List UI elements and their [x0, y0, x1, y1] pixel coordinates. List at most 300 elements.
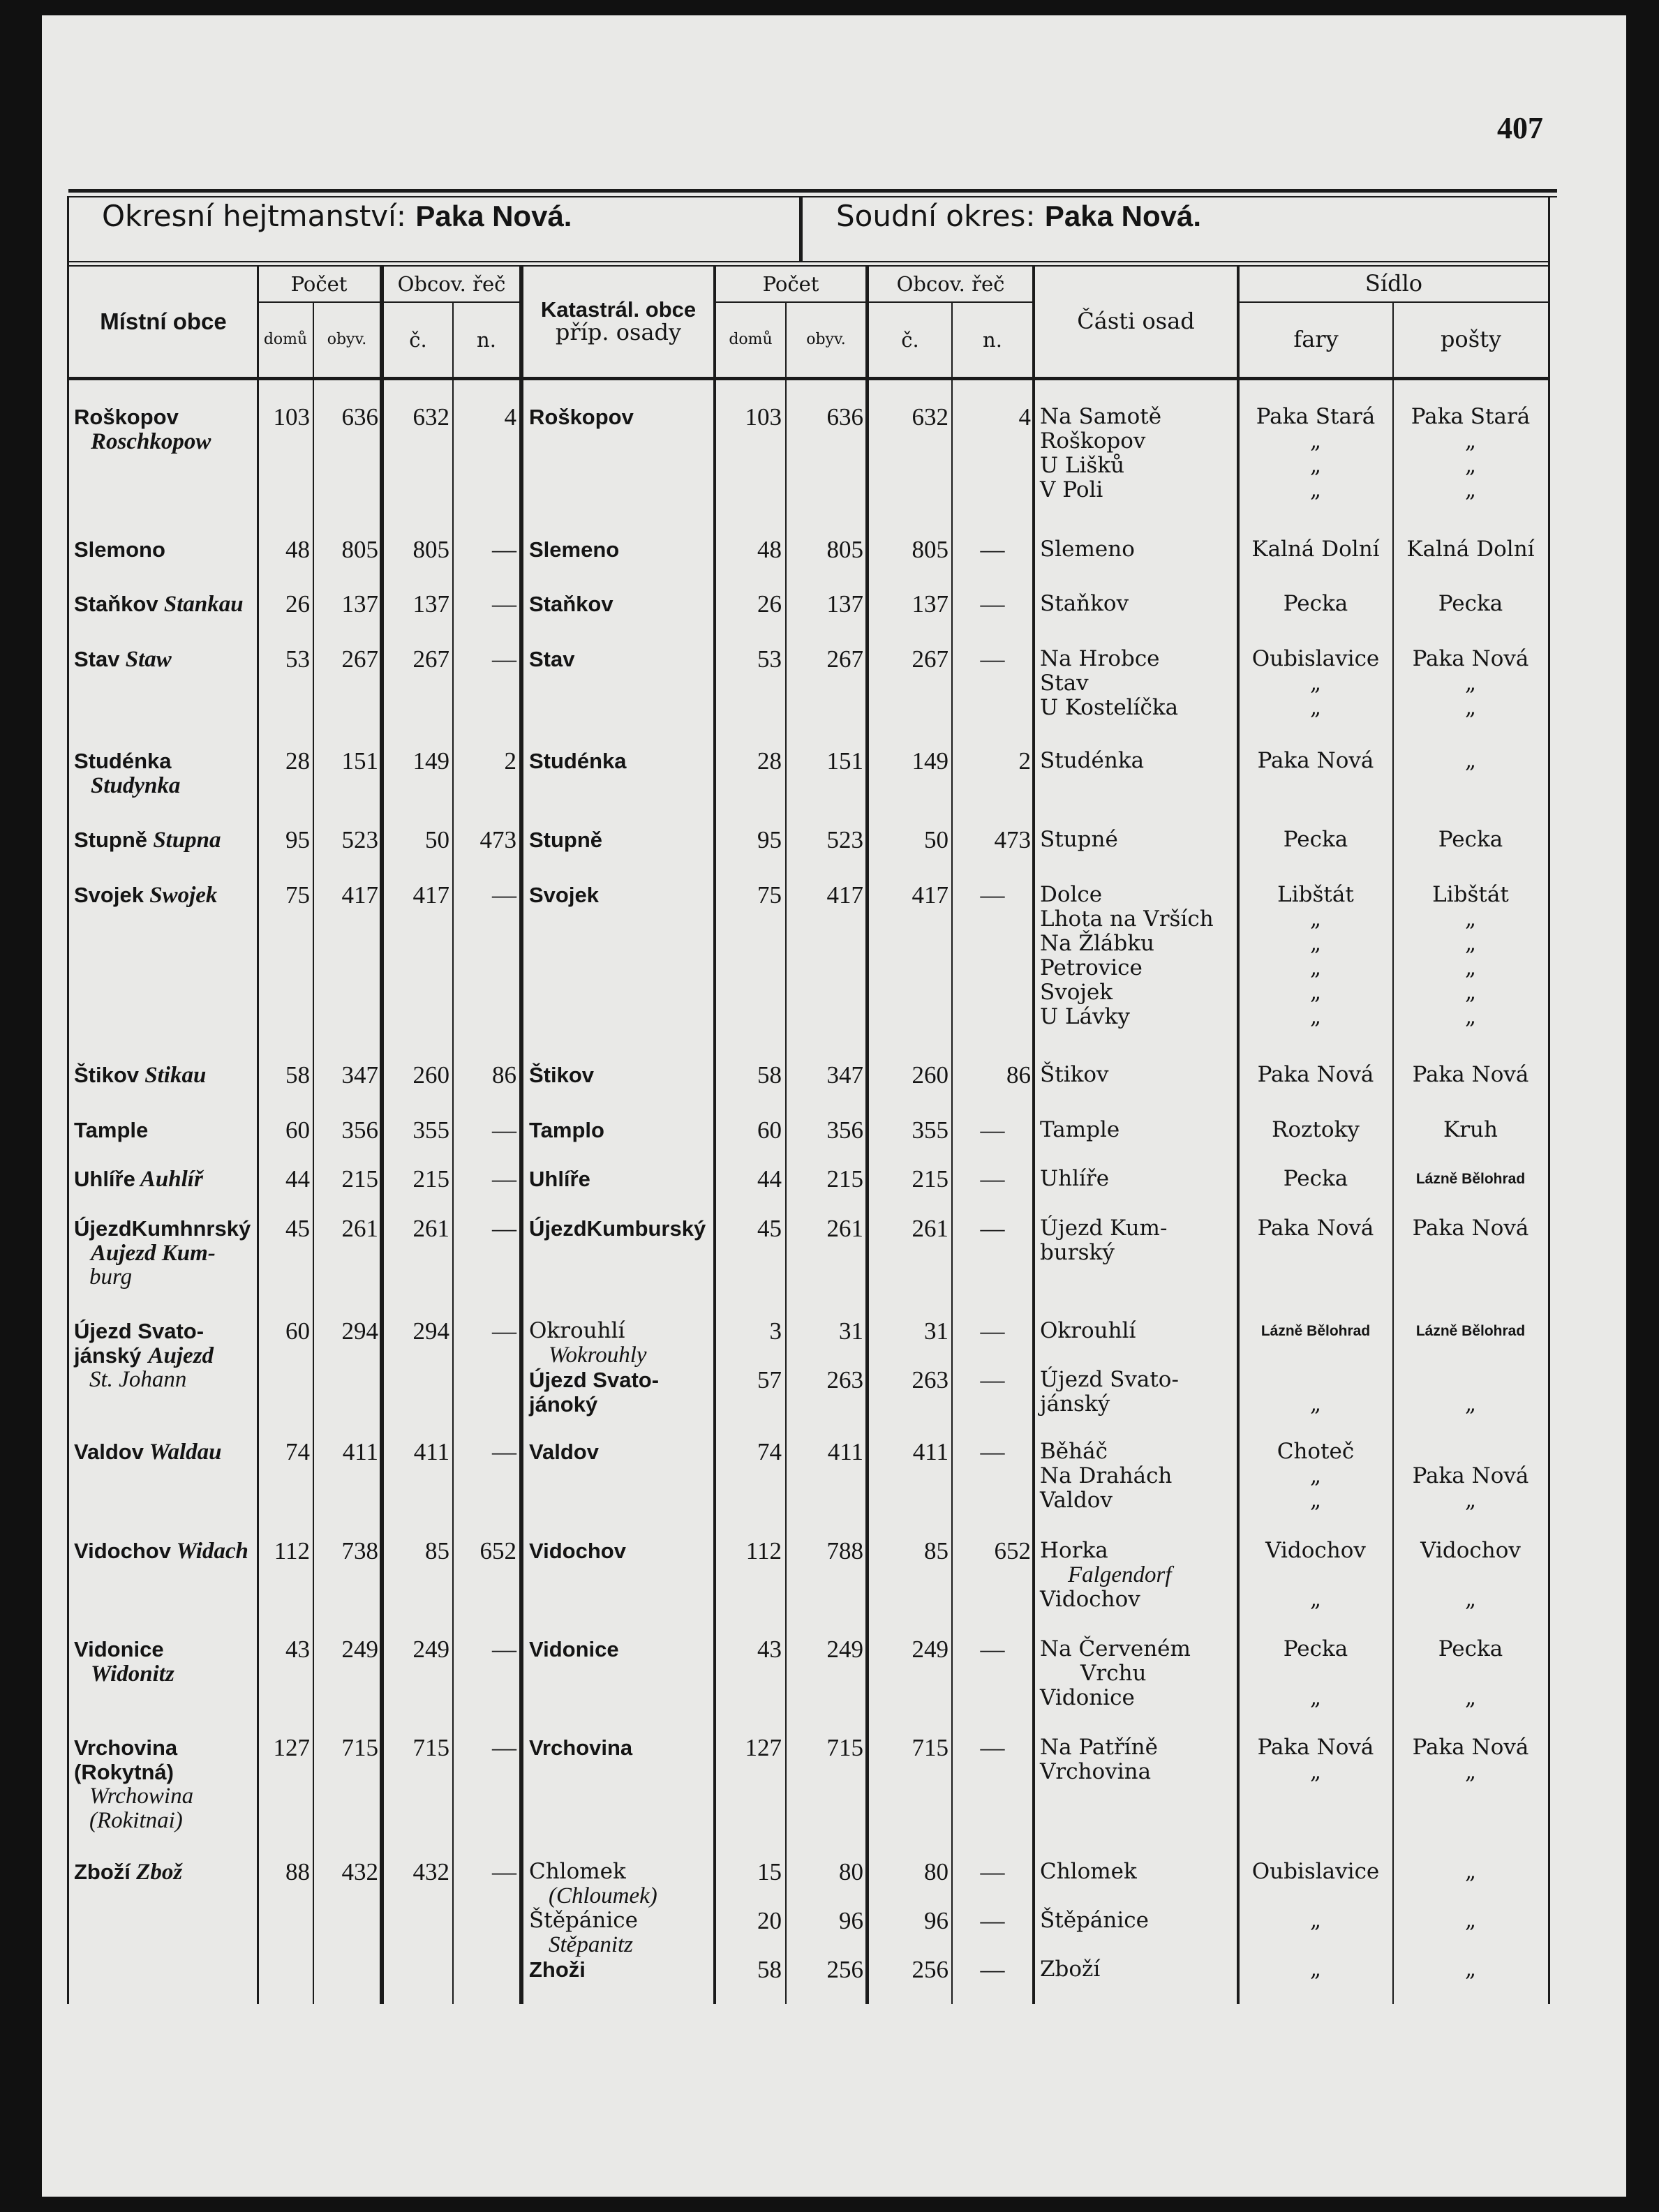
- parish-seat: Paka Nová: [1257, 748, 1374, 773]
- houses-count: 75: [285, 881, 310, 909]
- czech-count: 85: [425, 1537, 449, 1564]
- cadastral-residents: 715: [826, 1734, 863, 1761]
- czech-count: 261: [412, 1215, 449, 1242]
- cadastral-name-line2: Wokrouhly: [549, 1343, 647, 1368]
- settlement-part: Tample: [1040, 1117, 1120, 1142]
- residents-count: 215: [341, 1165, 378, 1193]
- cadastral-name: Zhoži: [529, 1957, 586, 1982]
- cadastral-name: Tamplo: [529, 1118, 604, 1142]
- municipality-german-name: Staw: [119, 647, 172, 672]
- czech-count: 432: [412, 1858, 449, 1885]
- settlement-part: Na Hrobce: [1040, 646, 1160, 671]
- settlement-part: Na Žlábku: [1040, 931, 1154, 956]
- czech-count: 805: [412, 536, 449, 563]
- cadastral-name: Vidonice: [529, 1637, 619, 1661]
- post-seat: Lázně Bělohrad: [1415, 1171, 1526, 1187]
- cadastral-residents: 636: [826, 403, 863, 431]
- post-seat: Paka Stará: [1411, 404, 1531, 429]
- cadastral-residents: 31: [839, 1317, 863, 1345]
- settlement-part: Štikov: [1040, 1062, 1109, 1087]
- post-seat: Lázně Bělohrad: [1415, 1323, 1526, 1339]
- col-header-language: Obcov. řeč: [397, 271, 506, 296]
- parish-seat: „: [1309, 695, 1322, 720]
- col-header-parish: fary: [1293, 326, 1339, 353]
- cadastral-houses: 28: [757, 747, 782, 775]
- settlement-part: Chlomek: [1040, 1859, 1137, 1884]
- cadastral-name-line2: Stěpanitz: [549, 1932, 633, 1957]
- cadastral-german: —: [980, 1734, 1005, 1761]
- parish-seat: Oubislavice: [1251, 646, 1380, 671]
- municipality-name: Tample: [74, 1118, 149, 1142]
- parish-seat: Paka Stará: [1256, 404, 1376, 429]
- col-line: [713, 265, 716, 2004]
- residents-count: 356: [341, 1116, 378, 1144]
- german-count: —: [492, 1116, 516, 1144]
- settlement-part: Petrovice: [1040, 955, 1143, 980]
- scan-border-left: [0, 0, 42, 2212]
- col-header-language-2: Obcov. řeč: [896, 271, 1005, 296]
- cadastral-houses: 57: [757, 1366, 782, 1393]
- cadastral-houses: 44: [757, 1165, 782, 1193]
- cadastral-houses: 20: [757, 1907, 782, 1934]
- municipality-name: Vrchovina: [74, 1735, 178, 1760]
- houses-count: 45: [285, 1215, 310, 1242]
- houses-count: 43: [285, 1636, 310, 1663]
- parish-seat: „: [1309, 1957, 1322, 1982]
- cadastral-name: Uhlíře: [529, 1167, 590, 1191]
- cadastral-houses: 75: [757, 881, 782, 909]
- cadastral-czech: 80: [924, 1858, 948, 1885]
- cadastral-name: Štěpánice: [529, 1908, 638, 1933]
- settlement-part: Na Samotě: [1040, 404, 1162, 429]
- cadastral-name: Svojek: [529, 883, 599, 907]
- settlement-part: Staňkov: [1040, 591, 1129, 616]
- cadastral-german: 86: [1006, 1061, 1031, 1089]
- post-seat: „: [1464, 477, 1477, 502]
- cadastral-czech: 215: [912, 1165, 948, 1193]
- col-header-german-2: n.: [983, 327, 1002, 352]
- parish-seat: „: [1309, 931, 1322, 956]
- cadastral-name: Studénka: [529, 749, 627, 773]
- post-seat: Paka Nová: [1412, 1062, 1529, 1087]
- cadastral-czech: 715: [912, 1734, 948, 1761]
- cadastral-name: Slemeno: [529, 537, 620, 562]
- municipality-name: Uhlíře Auhlíř: [74, 1167, 203, 1192]
- municipality-name: Vidochov Widach: [74, 1539, 248, 1564]
- parish-seat: Oubislavice: [1251, 1859, 1380, 1884]
- district-title: [102, 199, 572, 233]
- cadastral-residents: 347: [826, 1061, 863, 1089]
- settlement-part: Stav: [1040, 671, 1089, 696]
- cadastral-name-line2: (Chloumek): [549, 1883, 657, 1908]
- german-count: 86: [492, 1061, 516, 1089]
- cadastral-german: —: [980, 1438, 1005, 1465]
- cadastral-german: —: [980, 1907, 1005, 1934]
- german-count: 652: [479, 1537, 516, 1564]
- cadastral-houses: 103: [745, 403, 782, 431]
- czech-count: 260: [412, 1061, 449, 1089]
- parish-seat: Pecka: [1283, 591, 1348, 616]
- parish-seat: „: [1309, 453, 1322, 478]
- cadastral-czech: 149: [912, 747, 948, 775]
- cadastral-german: 2: [1018, 747, 1031, 775]
- houses-count: 58: [285, 1061, 310, 1089]
- post-seat: Paka Nová: [1412, 1463, 1529, 1488]
- houses-count: 26: [285, 590, 310, 618]
- post-seat: Paka Nová: [1412, 646, 1529, 671]
- table-right-border: [1548, 196, 1550, 2004]
- settlement-part: Újezd Svato-: [1040, 1367, 1179, 1392]
- parish-seat: „: [1309, 980, 1322, 1005]
- german-count: —: [492, 881, 516, 909]
- settlement-part: Valdov: [1040, 1488, 1113, 1513]
- col-line: [313, 303, 314, 2004]
- municipality-name: Staňkov Stankau: [74, 592, 244, 617]
- settlement-part: Běháč: [1040, 1439, 1108, 1464]
- cadastral-german: 473: [994, 826, 1031, 853]
- cadastral-residents: 249: [826, 1636, 863, 1663]
- municipality-german-name: Widonitz: [91, 1661, 174, 1687]
- municipality-name: Stav Staw: [74, 647, 172, 672]
- col-header-houses-2: domů: [729, 331, 773, 349]
- post-seat: Pecka: [1438, 827, 1503, 852]
- cadastral-german: —: [980, 1636, 1005, 1663]
- settlement-part: U Lišků: [1040, 453, 1125, 478]
- czech-count: 411: [413, 1438, 449, 1465]
- houses-count: 60: [285, 1317, 310, 1345]
- cadastral-houses: 127: [745, 1734, 782, 1761]
- post-seat: „: [1464, 1587, 1477, 1612]
- post-seat: „: [1464, 980, 1477, 1005]
- post-seat: „: [1464, 428, 1477, 454]
- cadastral-houses: 26: [757, 590, 782, 618]
- parish-seat: „: [1309, 1759, 1322, 1784]
- cadastral-german: —: [980, 1165, 1005, 1193]
- municipality-german-name: Swojek: [143, 883, 218, 908]
- houses-count: 112: [274, 1537, 310, 1564]
- parish-seat: Paka Nová: [1257, 1062, 1374, 1087]
- cadastral-german: —: [980, 590, 1005, 618]
- cadastral-czech: 260: [912, 1061, 948, 1089]
- houses-count: 127: [273, 1734, 310, 1761]
- cadastral-name: Vidochov: [529, 1539, 626, 1563]
- post-seat: Vidochov: [1420, 1538, 1521, 1563]
- settlement-part: burský: [1040, 1240, 1115, 1265]
- cadastral-houses: 112: [745, 1537, 782, 1564]
- settlement-part: Lhota na Vrších: [1040, 906, 1214, 932]
- district-label: Okresní hejtmanství:: [102, 199, 406, 233]
- post-seat: „: [1464, 1488, 1477, 1513]
- parish-seat: Pecka: [1283, 827, 1348, 852]
- german-count: —: [492, 1636, 516, 1663]
- post-seat: „: [1464, 1685, 1477, 1710]
- col-header-czech-2: č.: [901, 327, 919, 352]
- german-count: —: [492, 536, 516, 563]
- residents-count: 738: [341, 1537, 378, 1564]
- settlement-part: Falgendorf: [1068, 1562, 1172, 1587]
- col-header-count-2: Počet: [762, 271, 819, 296]
- cadastral-houses: 53: [757, 645, 782, 673]
- court-value: Paka Nová.: [1044, 200, 1202, 232]
- houses-count: 48: [285, 536, 310, 563]
- post-seat: „: [1464, 671, 1477, 696]
- parish-seat: „: [1309, 671, 1322, 696]
- municipality-german-name: (Rokitnai): [89, 1808, 183, 1833]
- post-seat: „: [1464, 1759, 1477, 1784]
- post-seat: „: [1464, 906, 1477, 932]
- cadastral-houses: 58: [757, 1956, 782, 1983]
- municipality-german-name: Aujezd Kum-: [91, 1241, 216, 1266]
- col-line: [785, 303, 787, 2004]
- parish-seat: Vidochov: [1265, 1538, 1366, 1563]
- cadastral-name-line2: jánoký: [529, 1392, 598, 1417]
- post-seat: „: [1464, 695, 1477, 720]
- post-seat: Kalná Dolní: [1406, 537, 1535, 562]
- page-number: 407: [1497, 111, 1543, 145]
- parish-seat: „: [1309, 428, 1322, 454]
- parish-seat: Roztoky: [1272, 1117, 1360, 1142]
- post-seat: „: [1464, 748, 1477, 773]
- scan-border-top: [0, 0, 1659, 15]
- parish-seat: „: [1309, 1587, 1322, 1612]
- settlement-part: Slemeno: [1040, 537, 1135, 562]
- cadastral-line-2: příp. osady: [555, 319, 682, 346]
- top-rule: [68, 189, 1557, 193]
- cadastral-czech: 417: [912, 881, 948, 909]
- post-seat: „: [1464, 1004, 1477, 1029]
- settlement-part: Horka: [1040, 1538, 1108, 1563]
- cadastral-residents: 805: [826, 536, 863, 563]
- cadastral-czech: 137: [912, 590, 948, 618]
- cadastral-houses: 58: [757, 1061, 782, 1089]
- col-header-count: Počet: [290, 271, 348, 296]
- scan-border-bottom: [0, 2197, 1659, 2212]
- cadastral-residents: 151: [826, 747, 863, 775]
- residents-count: 715: [341, 1734, 378, 1761]
- cadastral-name: Valdov: [529, 1440, 599, 1464]
- cadastral-name: Okrouhlí: [529, 1318, 625, 1343]
- parish-seat: Lázně Bělohrad: [1260, 1323, 1371, 1339]
- col-line: [1237, 265, 1240, 2004]
- czech-count: 149: [412, 747, 449, 775]
- cadastral-name: Stav: [529, 647, 575, 671]
- municipality-german-name: Stikau: [139, 1063, 207, 1088]
- municipality-name: Svojek Swojek: [74, 883, 218, 908]
- german-count: 4: [504, 403, 516, 431]
- cadastral-residents: 261: [826, 1215, 863, 1242]
- houses-count: 88: [285, 1858, 310, 1885]
- cadastral-czech: 96: [924, 1907, 948, 1934]
- parish-seat: „: [1309, 1685, 1322, 1710]
- cadastral-residents: 267: [826, 645, 863, 673]
- residents-count: 151: [341, 747, 378, 775]
- settlement-part: U Lávky: [1040, 1004, 1130, 1029]
- parish-seat: „: [1309, 906, 1322, 932]
- cadastral-houses: 43: [757, 1636, 782, 1663]
- german-count: —: [492, 645, 516, 673]
- col-line: [865, 265, 869, 2004]
- col-line: [257, 265, 259, 2004]
- cadastral-german: —: [980, 1116, 1005, 1144]
- col-header-cadastral: [523, 267, 713, 377]
- cadastral-german: —: [980, 1215, 1005, 1242]
- cadastral-houses: 15: [757, 1858, 782, 1885]
- settlement-part: Dolce: [1040, 882, 1103, 907]
- settlement-part: Svojek: [1040, 980, 1113, 1005]
- residents-count: 411: [342, 1438, 378, 1465]
- parish-seat: „: [1309, 1488, 1322, 1513]
- post-seat: Pecka: [1438, 591, 1503, 616]
- cadastral-czech: 267: [912, 645, 948, 673]
- municipality-name-line2: [74, 1661, 174, 1687]
- settlement-part: Vidonice: [1040, 1685, 1135, 1710]
- german-count: —: [492, 1438, 516, 1465]
- municipality-german-name: Wrchowina: [89, 1784, 194, 1809]
- houses-count: 60: [285, 1116, 310, 1144]
- parish-seat: Choteč: [1277, 1439, 1355, 1464]
- settlement-part: Vidochov: [1040, 1587, 1140, 1612]
- post-seat: Paka Nová: [1412, 1216, 1529, 1241]
- post-seat: „: [1464, 453, 1477, 478]
- municipality-german-name: Stupna: [147, 828, 221, 853]
- settlement-part: Újezd Kum-: [1040, 1216, 1168, 1241]
- cadastral-residents: 417: [826, 881, 863, 909]
- cadastral-czech: 85: [924, 1537, 948, 1564]
- municipality-name: Roškopov: [74, 405, 179, 429]
- settlement-part: Na Drahách: [1040, 1463, 1173, 1488]
- settlement-part: Štěpánice: [1040, 1908, 1149, 1933]
- col-line: [1032, 265, 1035, 2004]
- czech-count: 417: [412, 881, 449, 909]
- col-header-german: n.: [477, 327, 496, 352]
- czech-count: 355: [412, 1116, 449, 1144]
- cadastral-houses: 45: [757, 1215, 782, 1242]
- post-seat: Paka Nová: [1412, 1735, 1529, 1760]
- cadastral-residents: 411: [827, 1438, 863, 1465]
- houses-count: 28: [285, 747, 310, 775]
- cadastral-name: Újezd Svato-: [529, 1368, 660, 1392]
- cadastral-residents: 356: [826, 1116, 863, 1144]
- municipality-name-line2: jánský Aujezd: [74, 1343, 214, 1368]
- cadastral-czech: 355: [912, 1116, 948, 1144]
- residents-count: 805: [341, 536, 378, 563]
- court-title: [836, 199, 1201, 233]
- col-header-seat: Sídlo: [1364, 270, 1423, 297]
- municipality-german-name: Widach: [170, 1539, 248, 1564]
- municipality-name: ÚjezdKumhnrský: [74, 1216, 251, 1241]
- settlement-part: jánský: [1040, 1391, 1110, 1417]
- cadastral-german: —: [980, 536, 1005, 563]
- col-line-double: [380, 265, 384, 2004]
- residents-count: 267: [341, 645, 378, 673]
- municipality-german-name: Studynka: [91, 773, 181, 798]
- header-rule-1: [68, 261, 1549, 262]
- cadastral-czech: 50: [924, 826, 948, 853]
- residents-count: 417: [341, 881, 378, 909]
- cadastral-name: ÚjezdKumburský: [529, 1216, 706, 1241]
- cadastral-name: Roškopov: [529, 405, 634, 429]
- cadastral-czech: 31: [924, 1317, 948, 1345]
- court-label: Soudní okres:: [836, 199, 1036, 233]
- cadastral-german: —: [980, 645, 1005, 673]
- col-header-czech: č.: [409, 327, 427, 352]
- municipality-name: Stupně Stupna: [74, 828, 221, 853]
- post-seat: „: [1464, 931, 1477, 956]
- col-header-municipality: Místní obce: [100, 308, 227, 334]
- cadastral-czech: 632: [912, 403, 948, 431]
- cadastral-czech: 261: [912, 1215, 948, 1242]
- parish-seat: Paka Nová: [1257, 1216, 1374, 1241]
- cadastral-residents: 523: [826, 826, 863, 853]
- col-line-double: [519, 265, 523, 2004]
- parish-seat: „: [1309, 1004, 1322, 1029]
- cadastral-german: —: [980, 1317, 1005, 1345]
- cadastral-german: —: [980, 1366, 1005, 1393]
- cadastral-name: Vrchovina: [529, 1735, 633, 1760]
- cadastral-czech: 249: [912, 1636, 948, 1663]
- czech-count: 215: [412, 1165, 449, 1193]
- cadastral-residents: 256: [826, 1956, 863, 1983]
- residents-count: 636: [341, 403, 378, 431]
- residents-count: 137: [341, 590, 378, 618]
- cadastral-czech: 805: [912, 536, 948, 563]
- post-seat: „: [1464, 1859, 1477, 1884]
- czech-count: 267: [412, 645, 449, 673]
- cadastral-houses: 3: [769, 1317, 782, 1345]
- post-seat: Libštát: [1432, 882, 1509, 907]
- col-header-parts: Části osad: [1077, 308, 1195, 335]
- cadastral-name: Staňkov: [529, 592, 613, 616]
- parish-seat: „: [1309, 955, 1322, 980]
- czech-count: 137: [412, 590, 449, 618]
- cadastral-houses: 48: [757, 536, 782, 563]
- settlement-part: Zboží: [1040, 1957, 1101, 1982]
- parish-seat: „: [1309, 1908, 1322, 1933]
- german-count: —: [492, 1215, 516, 1242]
- residents-count: 261: [341, 1215, 378, 1242]
- post-seat: „: [1464, 1957, 1477, 1982]
- title-divider: [799, 196, 803, 261]
- settlement-part: Okrouhlí: [1040, 1318, 1136, 1343]
- settlement-part: Vrchu: [1080, 1661, 1147, 1686]
- post-seat: „: [1464, 955, 1477, 980]
- settlement-part: Stupné: [1040, 827, 1118, 852]
- municipality-name-line2: [74, 429, 211, 454]
- scan-border-right: [1626, 0, 1659, 2212]
- houses-count: 74: [285, 1438, 310, 1465]
- cadastral-residents: 137: [826, 590, 863, 618]
- cadastral-houses: 60: [757, 1116, 782, 1144]
- parish-seat: Pecka: [1283, 1166, 1348, 1191]
- cadastral-czech: 411: [912, 1438, 948, 1465]
- german-count: —: [492, 1165, 516, 1193]
- col-header-post: pošty: [1440, 326, 1502, 353]
- parish-seat: Libštát: [1277, 882, 1354, 907]
- houses-count: 95: [285, 826, 310, 853]
- cadastral-houses: 74: [757, 1438, 782, 1465]
- municipality-name-line2: (Rokytná): [74, 1760, 174, 1784]
- german-count: —: [492, 590, 516, 618]
- municipality-german-name: Roschkopow: [91, 429, 211, 454]
- cadastral-german: —: [980, 1956, 1005, 1983]
- col-header-residents: obyv.: [327, 331, 367, 349]
- settlement-part: Vrchovina: [1040, 1759, 1152, 1784]
- czech-count: 715: [412, 1734, 449, 1761]
- cadastral-residents: 80: [839, 1858, 863, 1885]
- municipality-name: Zboží Zbož: [74, 1860, 183, 1885]
- parish-seat: Pecka: [1283, 1636, 1348, 1661]
- settlement-part: Na Patříně: [1040, 1735, 1158, 1760]
